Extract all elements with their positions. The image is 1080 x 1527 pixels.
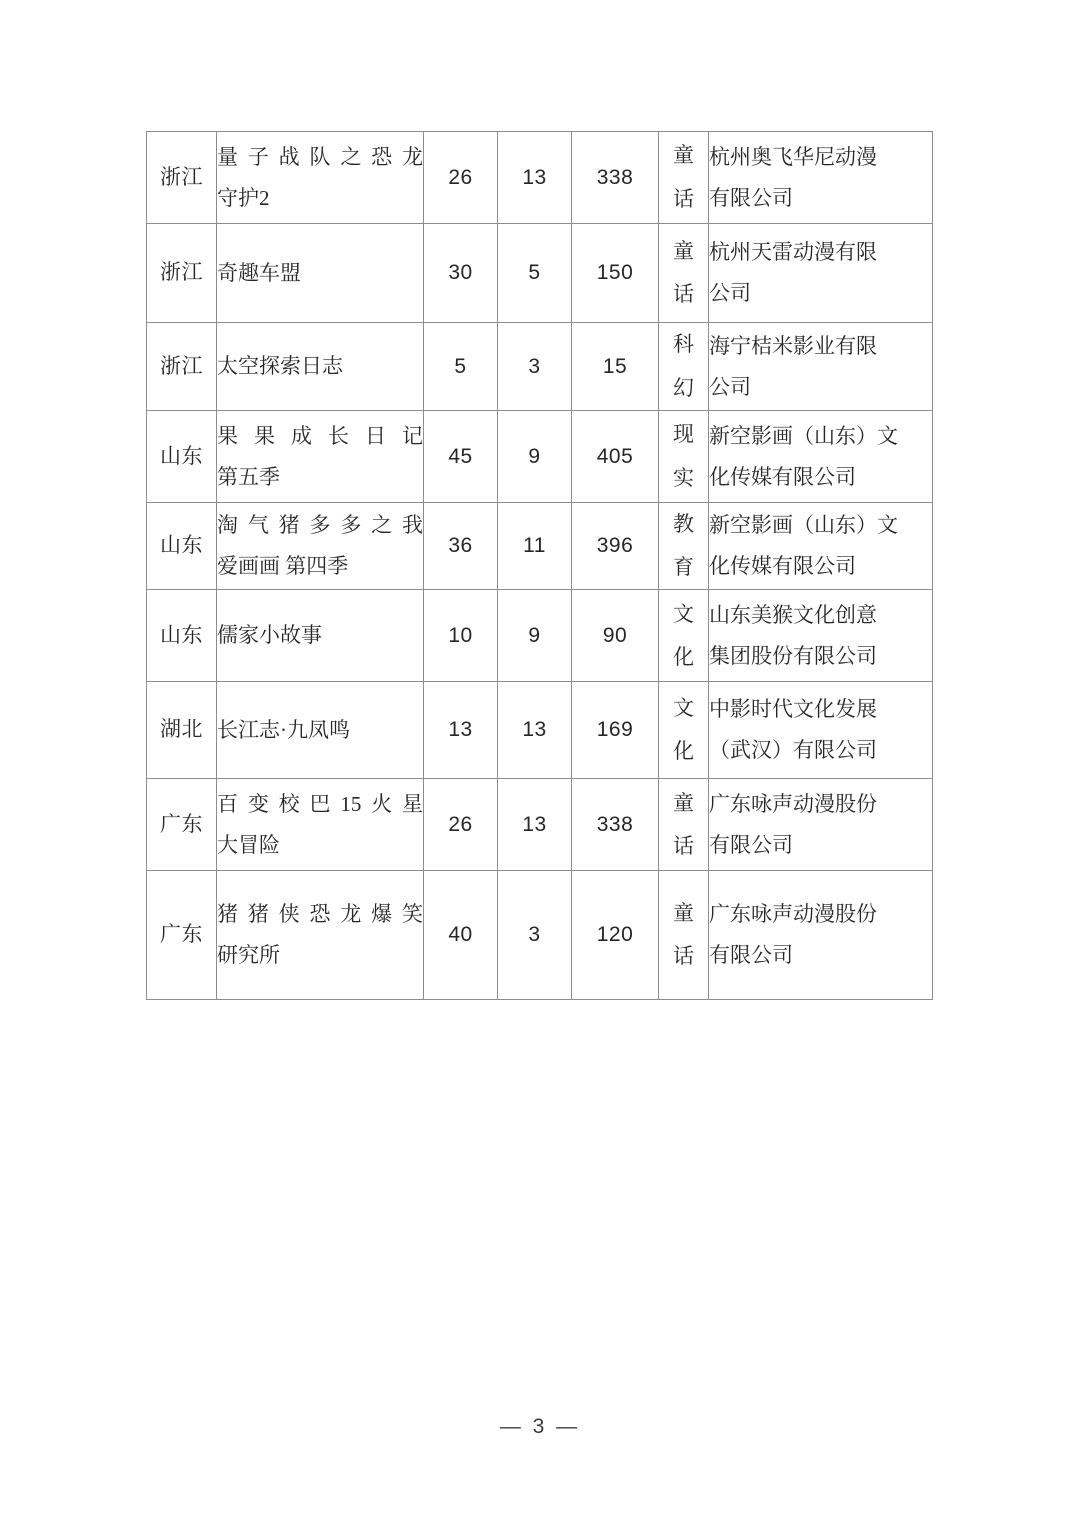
cell-genre [659, 132, 709, 224]
company-line: 有限公司 [709, 185, 793, 210]
cell-region: 浙江 [147, 323, 217, 411]
cell-minutes: 9 [498, 411, 572, 503]
table-body [147, 132, 933, 1000]
genre-char: 童 [673, 901, 694, 926]
cell-title [217, 224, 424, 323]
cell-episodes: 26 [424, 132, 498, 224]
title-line: 爱画画 第四季 [217, 554, 349, 579]
cell-title [217, 779, 424, 871]
company-line: 化传媒有限公司 [709, 464, 856, 489]
cell-title [217, 871, 424, 1000]
genre-char: 教 [673, 512, 694, 536]
cell-total-minutes: 150 [572, 224, 659, 323]
animation-approval-table [146, 131, 933, 1000]
cell-region: 广东 [147, 779, 217, 871]
cell-total-minutes: 338 [572, 779, 659, 871]
genre-char: 话 [673, 833, 694, 858]
cell-minutes: 13 [498, 132, 572, 224]
cell-minutes: 13 [498, 779, 572, 871]
cell-genre [659, 590, 709, 682]
cell-episodes: 40 [424, 871, 498, 1000]
cell-genre [659, 871, 709, 1000]
company-line: 杭州天雷动漫有限 [709, 240, 877, 265]
cell-episodes: 45 [424, 411, 498, 503]
cell-minutes: 11 [498, 503, 572, 590]
cell-title [217, 503, 424, 590]
title-line: 第五季 [217, 464, 280, 489]
cell-episodes: 10 [424, 590, 498, 682]
company-line: 有限公司 [709, 832, 793, 857]
cell-minutes: 9 [498, 590, 572, 682]
company-line: 新空影画（山东）文 [709, 513, 898, 538]
table-row [147, 503, 933, 590]
table-row [147, 224, 933, 323]
genre-char: 童 [673, 238, 694, 263]
genre-char: 话 [673, 186, 694, 211]
cell-genre [659, 503, 709, 590]
page-number-footer: — 3 — [499, 1415, 581, 1438]
cell-title [217, 411, 424, 503]
company-line: 集团股份有限公司 [709, 643, 877, 668]
cell-minutes: 5 [498, 224, 572, 323]
company-line: 公司 [709, 374, 751, 399]
genre-char: 文 [673, 696, 694, 721]
cell-genre [659, 224, 709, 323]
title-line: 大冒险 [217, 832, 280, 857]
genre-char: 文 [673, 601, 694, 626]
cell-title [217, 682, 424, 779]
cell-episodes: 13 [424, 682, 498, 779]
cell-episodes: 5 [424, 323, 498, 411]
table-row [147, 590, 933, 682]
genre-char: 幻 [673, 375, 694, 400]
company-line: 新空影画（山东）文 [709, 423, 898, 448]
cell-genre [659, 323, 709, 411]
table-row [147, 682, 933, 779]
cell-region: 广东 [147, 871, 217, 1000]
cell-minutes: 3 [498, 871, 572, 1000]
cell-company [709, 871, 933, 1000]
genre-char: 实 [673, 465, 694, 490]
company-line: （武汉）有限公司 [709, 738, 877, 763]
table-row [147, 411, 933, 503]
title-line: 长江志·九凤鸣 [217, 717, 350, 742]
cell-total-minutes: 15 [572, 323, 659, 411]
cell-title [217, 132, 424, 224]
cell-company [709, 411, 933, 503]
title-line: 果果成长日记 [217, 423, 423, 448]
cell-total-minutes: 120 [572, 871, 659, 1000]
title-line: 守护2 [217, 185, 270, 210]
title-line: 奇趣车盟 [217, 260, 301, 285]
company-line: 山东美猴文化创意 [709, 602, 877, 627]
cell-region: 浙江 [147, 224, 217, 323]
genre-char: 化 [673, 739, 694, 764]
genre-char: 科 [673, 332, 694, 357]
cell-company [709, 224, 933, 323]
title-line: 研究所 [217, 943, 280, 968]
cell-total-minutes: 396 [572, 503, 659, 590]
cell-company [709, 323, 933, 411]
table-row [147, 779, 933, 871]
cell-genre [659, 411, 709, 503]
cell-episodes: 36 [424, 503, 498, 590]
company-line: 中影时代文化发展 [709, 697, 877, 722]
cell-total-minutes: 169 [572, 682, 659, 779]
title-line: 太空探索日志 [217, 354, 343, 379]
cell-company [709, 779, 933, 871]
genre-char: 话 [673, 282, 694, 306]
title-line: 百变校巴15火星 [217, 791, 423, 816]
table-row [147, 132, 933, 224]
company-line: 广东咏声动漫股份 [709, 902, 877, 927]
company-line: 广东咏声动漫股份 [709, 791, 877, 816]
cell-company [709, 503, 933, 590]
genre-char: 现 [673, 422, 694, 447]
genre-char: 话 [673, 944, 694, 969]
company-line: 有限公司 [709, 943, 793, 968]
company-line: 海宁桔米影业有限 [709, 333, 877, 358]
cell-genre [659, 779, 709, 871]
cell-region: 山东 [147, 411, 217, 503]
cell-minutes: 3 [498, 323, 572, 411]
cell-region: 湖北 [147, 682, 217, 779]
cell-total-minutes: 338 [572, 132, 659, 224]
company-line: 化传媒有限公司 [709, 554, 856, 579]
cell-episodes: 26 [424, 779, 498, 871]
genre-char: 童 [673, 143, 694, 168]
title-line: 淘气猪多多之我 [217, 513, 423, 538]
cell-title [217, 323, 424, 411]
title-line: 量子战队之恐龙 [217, 144, 423, 169]
company-line: 杭州奥飞华尼动漫 [709, 144, 877, 169]
table-row [147, 871, 933, 1000]
cell-company [709, 132, 933, 224]
cell-region: 浙江 [147, 132, 217, 224]
cell-company [709, 682, 933, 779]
company-line: 公司 [709, 281, 751, 305]
genre-char: 童 [673, 790, 694, 815]
title-line: 儒家小故事 [217, 623, 322, 648]
genre-char: 育 [673, 555, 694, 580]
cell-total-minutes: 90 [572, 590, 659, 682]
title-line: 猪猪侠恐龙爆笑 [217, 902, 423, 927]
cell-minutes: 13 [498, 682, 572, 779]
cell-company [709, 590, 933, 682]
cell-title [217, 590, 424, 682]
cell-genre [659, 682, 709, 779]
genre-char: 化 [673, 644, 694, 669]
table-row [147, 323, 933, 411]
cell-total-minutes: 405 [572, 411, 659, 503]
cell-episodes: 30 [424, 224, 498, 323]
cell-region: 山东 [147, 503, 217, 590]
cell-region: 山东 [147, 590, 217, 682]
